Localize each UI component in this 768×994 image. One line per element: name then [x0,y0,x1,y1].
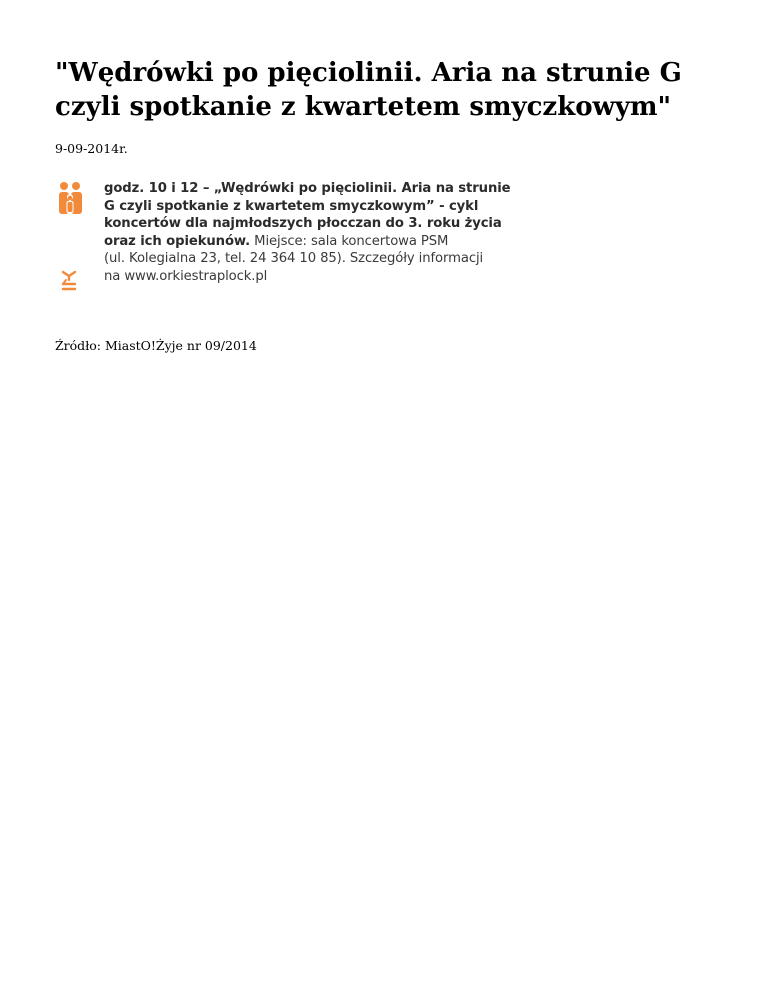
clipping-line-5 [104,250,524,268]
clipping-line-2 [104,198,524,216]
clipping-icon-column [55,178,95,298]
clipping-line-4 [104,233,524,251]
event-venue: Miejsce: sala koncertowa PSM [250,233,449,249]
event-audience-end: oraz ich opiekunów. [104,233,251,249]
event-clipping-image [55,178,525,298]
page-title: "Wędrówki po pięciolinii. Aria na strunie G czyli spotkanie z kwartetem smyczkowym" [55,58,682,122]
clipping-line-1 [104,180,524,198]
publication-date: 9-09-2014r. [55,141,128,156]
clipping-line-6 [104,268,524,286]
event-audience: koncertów dla najmłodszych płocczan do 3. roku życia [104,216,502,232]
age-range-icon [55,266,95,306]
clipping-text-block [104,180,524,286]
event-website: na www.orkiestraplock.pl [104,268,268,284]
clipping-line-3 [104,215,524,233]
event-title-cont: G czyli spotkanie z kwartetem smyczkowym” - cykl [104,198,479,214]
event-address: (ul. Kolegialna 23, tel. 24 364 10 85). Szczegóły informacji [104,251,484,267]
event-time-title: godz. 10 i 12 – „Wędrówki po pięciolinii. Aria na strunie [104,181,511,196]
source-citation: Źródło: MiastO!Żyje nr 09/2014 [55,338,257,353]
